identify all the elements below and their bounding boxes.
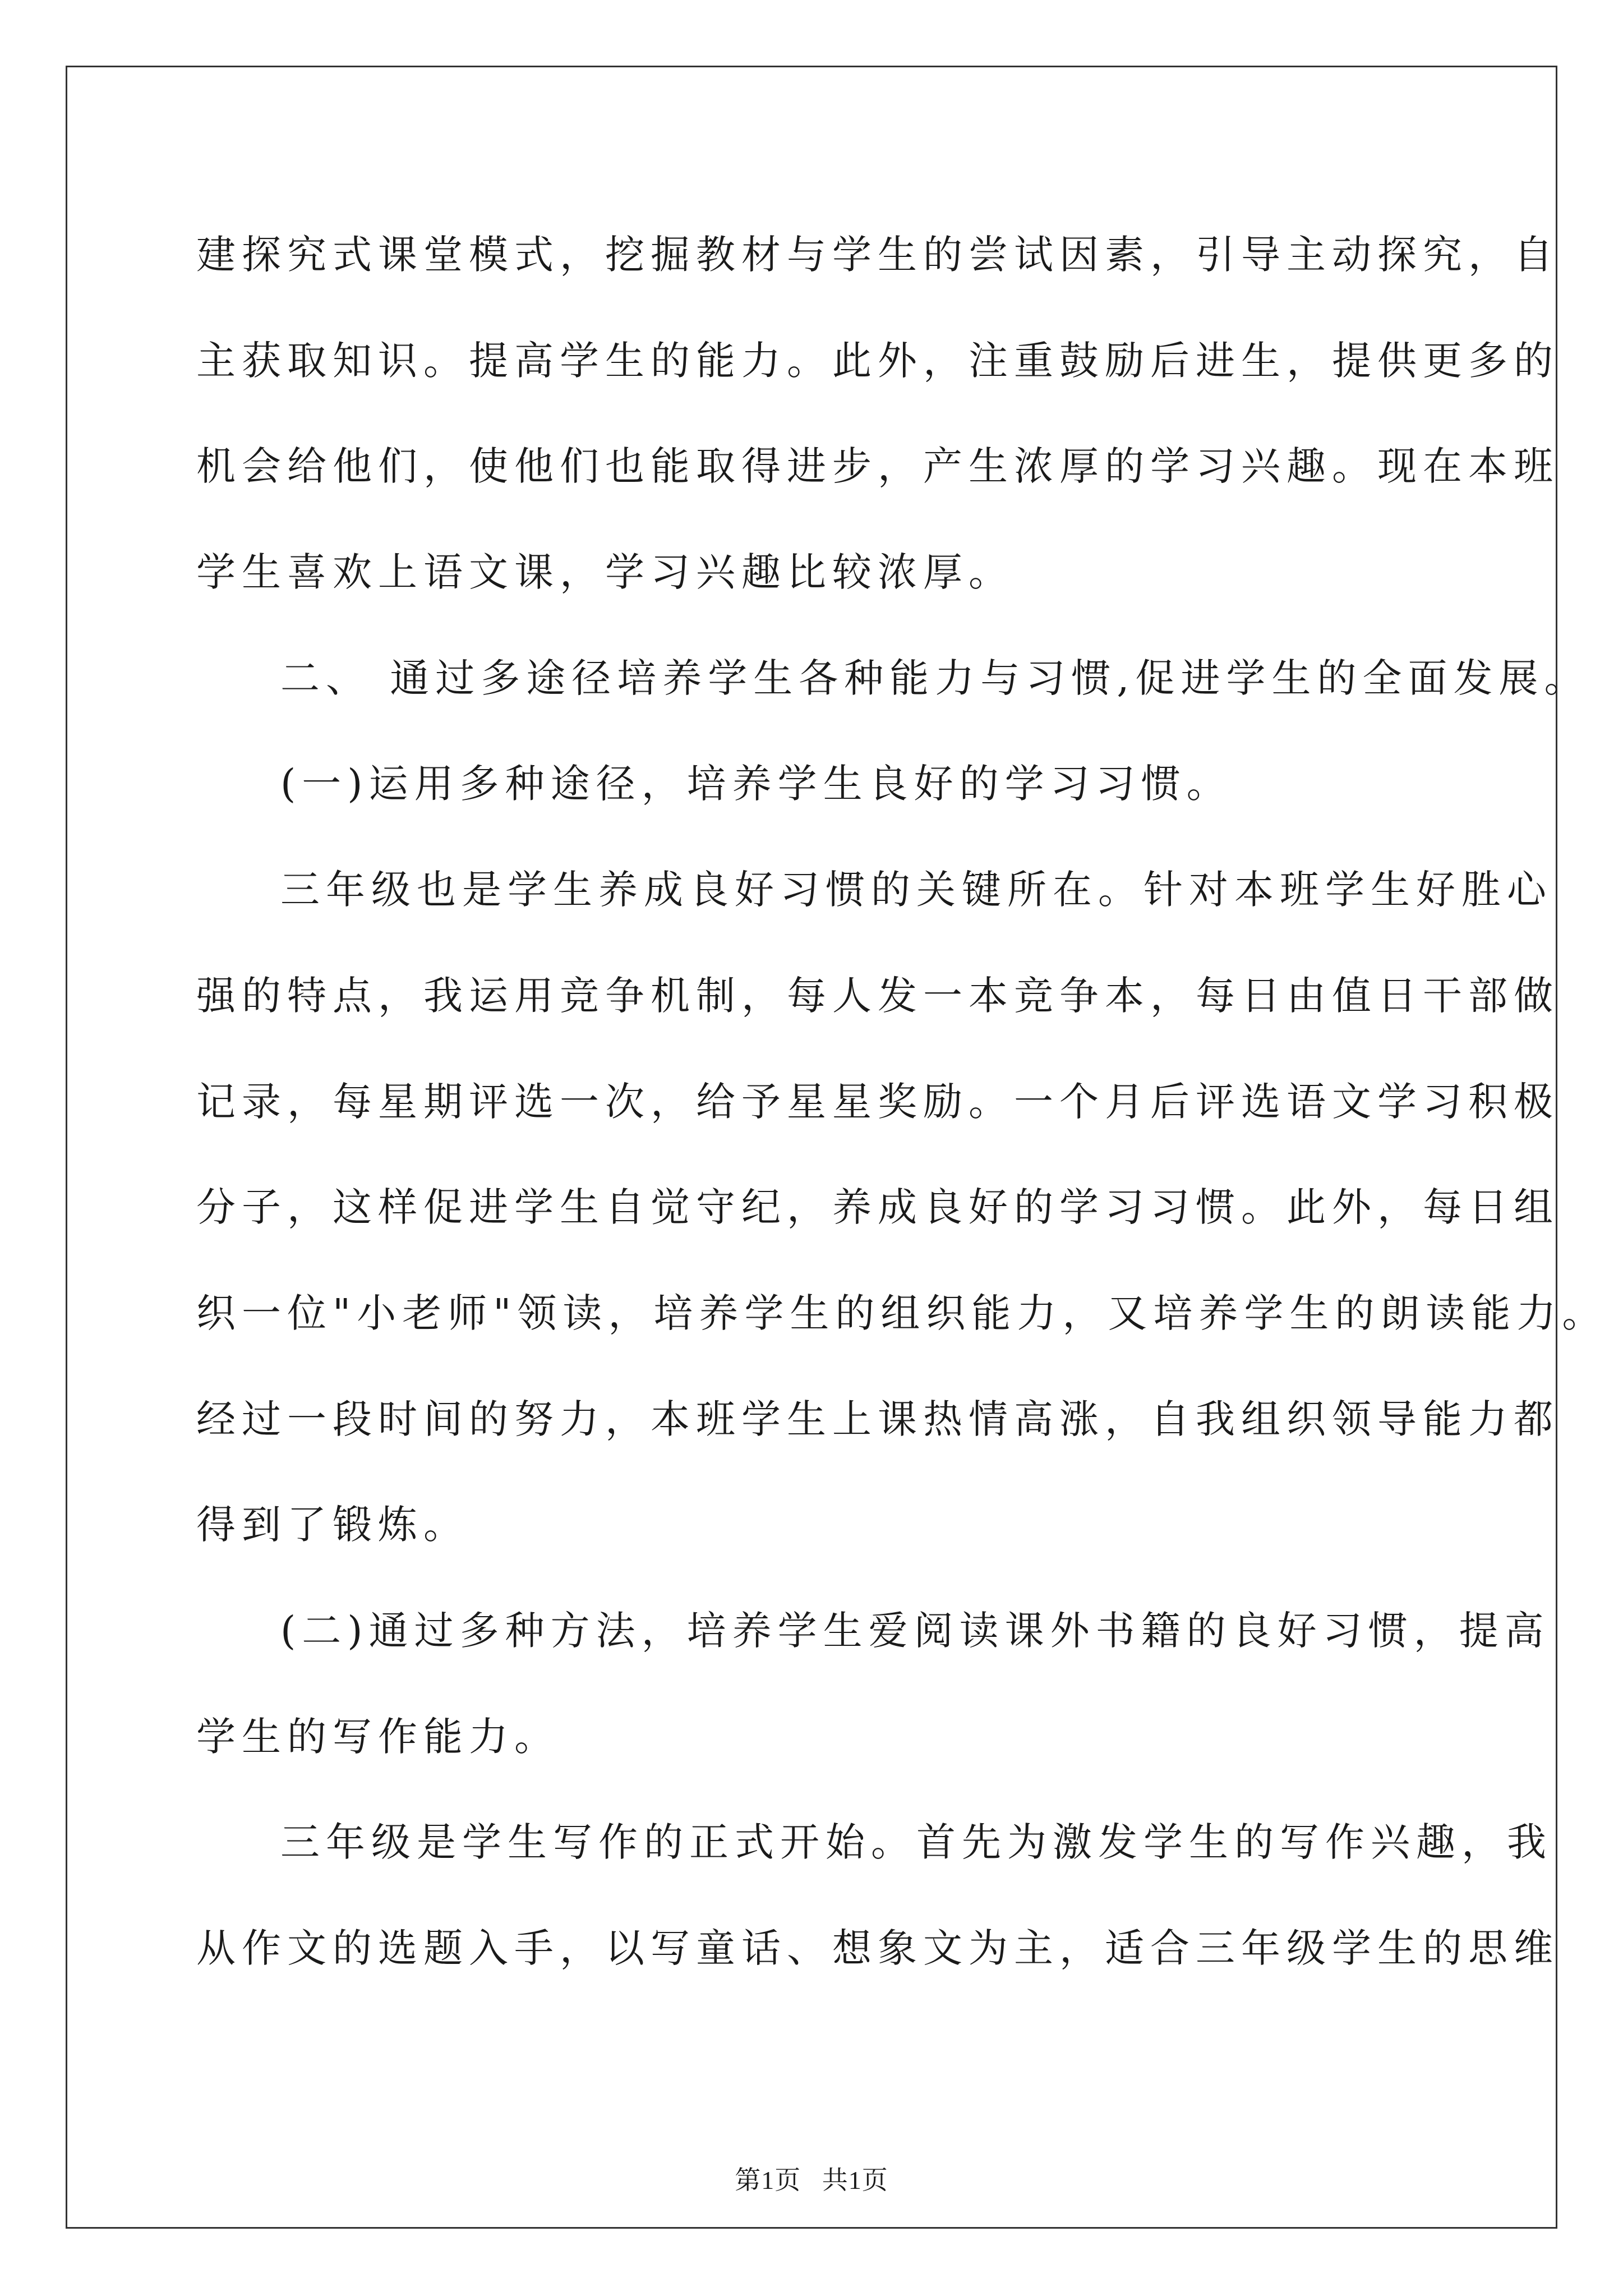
- page-footer: 第1页 共1页: [735, 2166, 888, 2194]
- text-line: 经过一段时间的努力，本班学生上课热情高涨，自我组织领导能力都: [196, 1396, 1559, 1442]
- text-line: 学生的写作能力。: [196, 1713, 560, 1760]
- text-line: 机会给他们，使他们也能取得进步，产生浓厚的学习兴趣。现在本班: [196, 443, 1559, 490]
- text-line: 三年级是学生写作的正式开始。首先为激发学生的写作兴趣，我: [280, 1819, 1552, 1866]
- text-line: 得到了锻炼。: [196, 1502, 469, 1548]
- text-line: 记录，每星期评选一次，给予星星奖励。一个月后评选语文学习积极: [196, 1078, 1559, 1125]
- document-body: [196, 202, 1608, 2001]
- text-line: (一)运用多种途径，培养学生良好的学习习惯。: [280, 761, 1232, 807]
- text-line: 三年级也是学生养成良好习惯的关键所在。针对本班学生好胜心: [280, 867, 1552, 913]
- text-line: 建探究式课堂模式，挖掘教材与学生的尝试因素，引导主动探究，自: [196, 232, 1559, 278]
- text-line: 主获取知识。提高学生的能力。此外，注重鼓励后进生，提供更多的: [196, 337, 1559, 384]
- text-line: 二、 通过多途径培养学生各种能力与习惯,促进学生的全面发展。: [280, 655, 1590, 701]
- text-line: 分子，这样促进学生自觉守纪，养成良好的学习习惯。此外，每日组: [196, 1184, 1559, 1231]
- text-line: (二)通过多种方法，培养学生爱阅读课外书籍的良好习惯，提高: [280, 1607, 1550, 1654]
- text-line: 织一位"小老师"领读，培养学生的组织能力，又培养学生的朗读能力。: [196, 1290, 1608, 1336]
- text-line: 强的特点，我运用竞争机制，每人发一本竞争本，每日由值日干部做: [196, 972, 1559, 1019]
- text-line: 学生喜欢上语文课，学习兴趣比较浓厚。: [196, 549, 1014, 596]
- text-line: 从作文的选题入手，以写童话、想象文为主，适合三年级学生的思维: [196, 1925, 1559, 1971]
